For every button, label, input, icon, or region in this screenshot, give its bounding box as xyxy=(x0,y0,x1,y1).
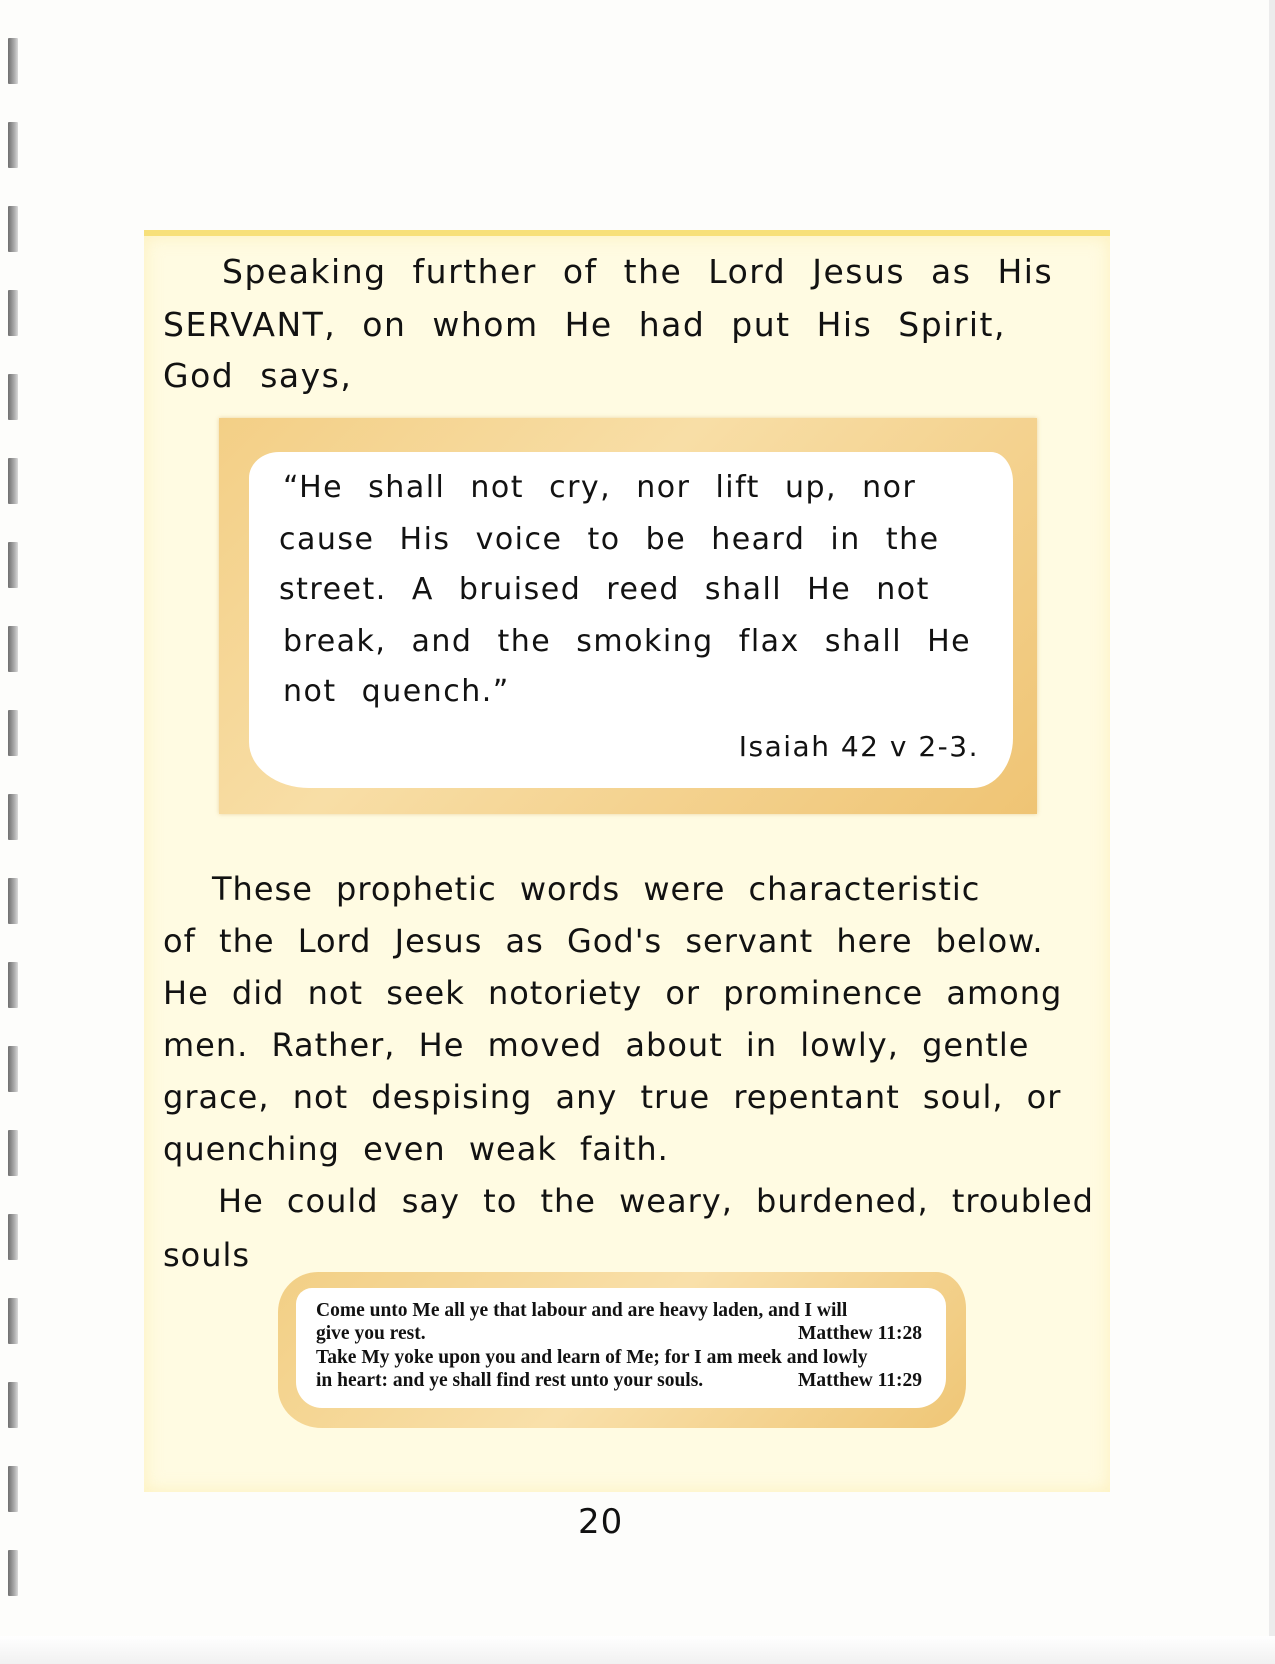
quote-line-4: break, and the smoking flax shall He xyxy=(283,624,972,659)
binding-hole xyxy=(8,1046,18,1092)
binding-hole xyxy=(8,1382,18,1428)
verse-line-3: Take My yoke upon you and learn of Me; for I am meek and lowly xyxy=(316,1347,868,1368)
verse-line-2: give you rest. xyxy=(316,1323,426,1344)
page-right-edge xyxy=(1269,0,1275,1664)
spiral-binding-holes xyxy=(8,38,28,1598)
binding-hole xyxy=(8,1298,18,1344)
body-line-7: He could say to the weary, burdened, troubled xyxy=(218,1182,1094,1220)
binding-hole xyxy=(8,374,18,420)
intro-line-1: Speaking further of the Lord Jesus as His xyxy=(222,252,1054,291)
binding-hole xyxy=(8,878,18,924)
binding-hole xyxy=(8,1130,18,1176)
binding-hole xyxy=(8,206,18,252)
binding-hole xyxy=(8,122,18,168)
binding-hole xyxy=(8,38,18,84)
body-line-6: quenching even weak faith. xyxy=(163,1130,669,1168)
quote-line-2: cause His voice to be heard in the xyxy=(279,522,940,557)
body-line-5: grace, not despising any true repentant soul, or xyxy=(163,1078,1062,1116)
verse-reference-1: Matthew 11:28 xyxy=(797,1323,922,1344)
verse-line-1: Come unto Me all ye that labour and are heavy laden, and I will xyxy=(316,1300,848,1321)
binding-hole xyxy=(8,794,18,840)
matthew-verse-frame xyxy=(278,1272,966,1428)
binding-hole xyxy=(8,626,18,672)
binding-hole xyxy=(8,290,18,336)
page-number: 20 xyxy=(578,1502,624,1542)
binding-hole xyxy=(8,1466,18,1512)
intro-line-2: SERVANT, on whom He had put His Spirit, xyxy=(163,305,1006,344)
isaiah-quote-frame xyxy=(219,418,1037,814)
isaiah-quote-card xyxy=(249,452,1013,788)
quote-line-3: street. A bruised reed shall He not xyxy=(279,572,930,607)
binding-hole xyxy=(8,458,18,504)
body-line-8: souls xyxy=(163,1236,251,1274)
intro-line-3: God says, xyxy=(163,356,353,395)
binding-hole xyxy=(8,542,18,588)
verse-reference-2: Matthew 11:29 xyxy=(797,1370,922,1391)
body-line-1: These prophetic words were characteristic xyxy=(212,870,981,908)
body-line-4: men. Rather, He moved about in lowly, gentle xyxy=(163,1026,1030,1064)
binding-hole xyxy=(8,710,18,756)
page-bottom-edge xyxy=(0,1636,1275,1664)
body-line-2: of the Lord Jesus as God's servant here below. xyxy=(163,922,1044,960)
body-line-3: He did not seek notoriety or prominence among xyxy=(163,974,1063,1012)
binding-hole xyxy=(8,1550,18,1596)
binding-hole xyxy=(8,962,18,1008)
verse-line-4: in heart: and ye shall find rest unto your souls. xyxy=(316,1370,704,1391)
quote-line-1: “He shall not cry, nor lift up, nor xyxy=(283,470,917,505)
matthew-verse-card xyxy=(296,1288,946,1408)
quote-line-5: not quench.” xyxy=(283,674,510,709)
binding-hole xyxy=(8,1214,18,1260)
quote-reference: Isaiah 42 v 2-3. xyxy=(738,730,979,763)
